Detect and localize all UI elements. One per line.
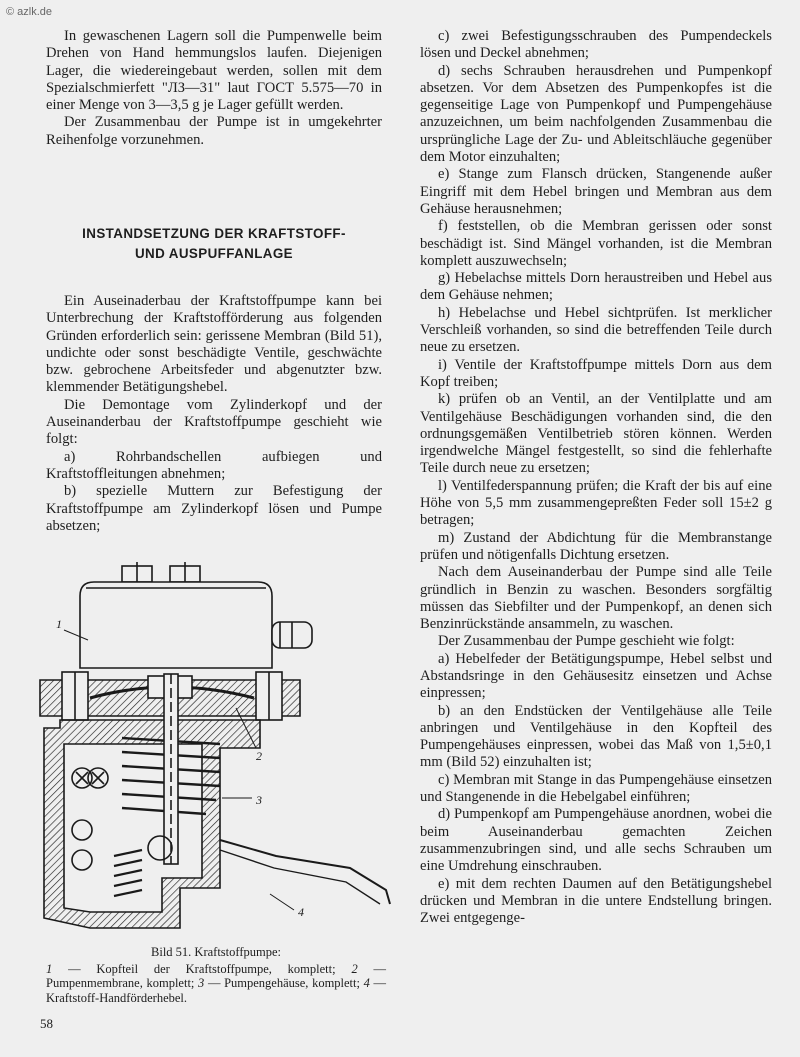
paragraph: Die Demontage vom Zylinderkopf und der Auseinanderbau der Kraftstoffpumpe geschieht wie folgt: bbox=[46, 396, 382, 448]
list-item: e) mit dem rechten Daumen auf den Betätigungshebel drücken und Membran in die untere Endstellung bringen. Zwei entgegenge- bbox=[420, 875, 772, 927]
caption-num: 4 bbox=[363, 976, 370, 991]
caption-num: 2 bbox=[351, 962, 358, 976]
list-item: m) Zustand der Abdichtung für die Membranstange prüfen und nötigenfalls Dichtung ersetzen. bbox=[420, 529, 772, 563]
figure-caption bbox=[46, 962, 386, 1005]
list-item: k) prüfen ob an Ventil, an der Ventilplatte und am Ventilgehäuse Beschädigungen vorhanden sind, die den ordnungsgemäßen Ventilbetrieb stören können. Werden irgendwelche Mängel festgestellt, so sind die fehlerhafte Teile durch neue zu ersetzen; bbox=[420, 391, 772, 477]
paragraph: In gewaschenen Lagern soll die Pumpenwelle beim Drehen von Hand hemmungslos laufen. Diejenigen Lager, die wiedereingebaut werden, sollen mit dem Spezialschmierfett "ЛЗ—31" laut ГОСТ 5.575—70 in einer Menge von 3—3,5 g je Lager gefüllt werden. bbox=[46, 28, 382, 114]
figure-caption-title: Bild 51. Kraftstoffpumpe: bbox=[151, 945, 281, 959]
caption-num: 1 bbox=[46, 962, 53, 976]
caption-num: 3 bbox=[198, 976, 205, 991]
figure-label: 3 bbox=[256, 793, 262, 807]
watermark: © azlk.de bbox=[6, 6, 53, 18]
right-column bbox=[420, 28, 772, 927]
paragraph: Der Zusammenbau der Pumpe ist in umgekehrter Reihenfolge vorzunehmen. bbox=[46, 114, 382, 148]
list-item: d) sechs Schrauben herausdrehen und Pumpenkopf absetzen. Vor dem Absetzen des Pumpenkopfes ist die gegenseitige Lage von Pumpenkopf und Pumpengehäuse anzuzeichnen, um beim nachfolgenden Zusammenbau die ursprüngliche Lage der Zu- und Ableitschläuche gegenüber dem Motor einzuhalten; bbox=[420, 62, 772, 166]
section-heading bbox=[46, 224, 382, 264]
list-item: c) zwei Befestigungsschrauben des Pumpendeckels lösen und Deckel abnehmen; bbox=[420, 28, 772, 62]
caption-text: — Pumpengehäuse, komplett; bbox=[207, 976, 360, 991]
list-item: f) feststellen, ob die Membran gerissen oder sonst beschädigt ist. Sind Mängel vorhanden, ist die Membran komplett auszuwechseln; bbox=[420, 218, 772, 269]
list-item: c) Membran mit Stange in das Pumpengehäuse einsetzen und Stangenende in die Hebelgabel einführen; bbox=[420, 771, 772, 806]
fuel-pump-drawing bbox=[30, 548, 400, 936]
list-item: a) Hebelfeder der Betätigungspumpe, Hebel selbst und Abstandsringe in den Gehäusesitz einsetzen und Achse einpressen; bbox=[420, 650, 772, 702]
paragraph: Ein Auseinaderbau der Kraftstoffpumpe kann bei Unterbrechung der Kraftstofförderung aus folgenden Gründen erforderlich sein: gerissene Membran (Bild 51), undichte oder sonst beschädigte Ventile, geschwächte bzw. gebrochene Arbeitsfeder und abgenutzter bzw. klemmender Betätigungshebel. bbox=[46, 293, 382, 396]
list-item: a) Rohrbandschellen aufbiegen und Kraftstoffleitungen abnehmen; bbox=[46, 448, 382, 482]
list-item: h) Hebelachse und Hebel sichtprüfen. Ist merklicher Verschleiß vorhanden, so sind die betreffenden Teile durch neue zu ersetzen. bbox=[420, 304, 772, 356]
list-item: b) an den Endstücken der Ventilgehäuse alle Teile anbringen und Ventilgehäuse in den Kopfteil des Pumpengehäuses einpressen, wobei das Maß von 1,5±0,1 mm (Bild 52) einzuhalten ist; bbox=[420, 702, 772, 771]
figure-label: 2 bbox=[256, 749, 262, 763]
figure-label: 4 bbox=[298, 905, 304, 919]
heading-line: UND AUSPUFFANLAGE bbox=[134, 246, 294, 261]
list-item: i) Ventile der Kraftstoffpumpe mittels Dorn aus dem Kopf treiben; bbox=[420, 356, 772, 390]
heading-line: INSTANDSETZUNG DER KRAFTSTOFF- bbox=[82, 226, 346, 241]
caption-text: — Pumpenmembrane, komplett; bbox=[46, 962, 387, 991]
list-item: d) Pumpenkopf am Pumpengehäuse anordnen, wobei die beim Auseinanderbau gemachten Zeichen zusammenzubringen sind, und alle sechs Schrauben um eine Umdrehung einschrauben. bbox=[420, 806, 772, 875]
page-number: 58 bbox=[40, 1016, 53, 1031]
caption-text: — Kraftstoff-Handförderhebel. bbox=[46, 976, 387, 1005]
paragraph: Der Zusammenbau der Pumpe geschieht wie folgt: bbox=[438, 633, 735, 650]
left-column-main bbox=[46, 293, 382, 535]
list-item: b) spezielle Muttern zur Befestigung der Kraftstoffpumpe am Zylinderkopf lösen und Pumpe absetzen; bbox=[46, 483, 382, 534]
left-column-top bbox=[46, 28, 382, 149]
paragraph: Nach dem Auseinanderbau der Pumpe sind alle Teile gründlich in Benzin zu waschen. Besonders sorgfältig müssen das Siebfilter und der Pumpenkopf, an denen sich Benzinrückstände ansammeln, zu waschen. bbox=[420, 564, 772, 633]
caption-text: — Kopfteil der Kraftstoffpumpe, komplett; bbox=[68, 962, 336, 976]
list-item: l) Ventilfederspannung prüfen; die Kraft der bis auf eine Höhe von 5,5 mm zusammengepreßten Feder soll 15±2 g betragen; bbox=[420, 477, 772, 529]
list-item: e) Stange zum Flansch drücken, Stangenende außer Eingriff mit dem Hebel bringen und Membran aus dem Gehäuse herausnehmen; bbox=[420, 166, 772, 217]
list-item: g) Hebelachse mittels Dorn heraustreiben und Hebel aus dem Gehäuse nehmen; bbox=[420, 270, 772, 304]
figure-label: 1 bbox=[56, 617, 62, 631]
